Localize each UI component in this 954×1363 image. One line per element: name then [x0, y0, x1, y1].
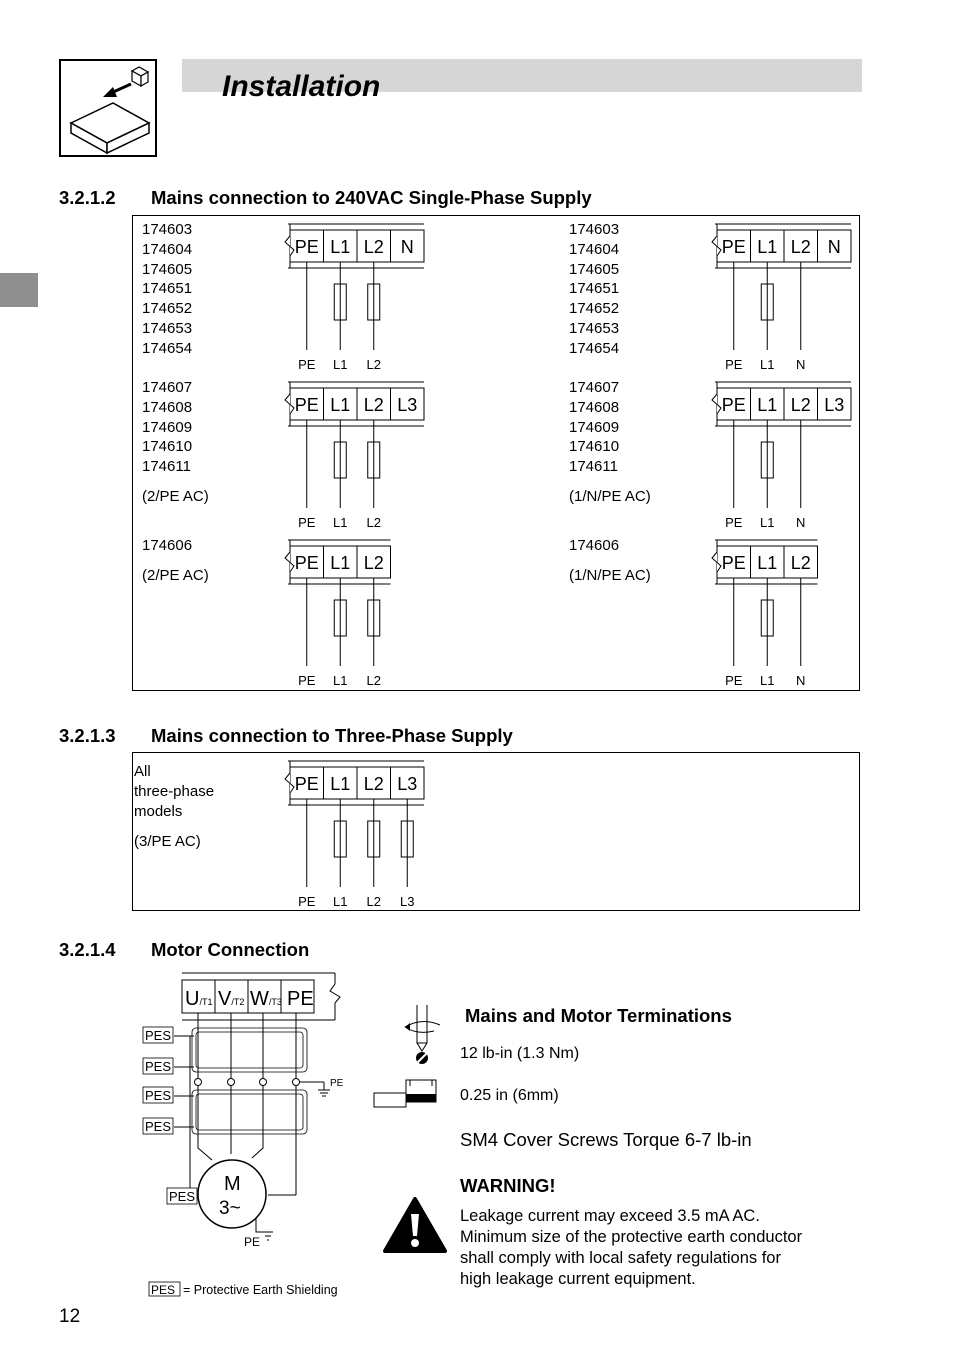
motor-symbol: [198, 1160, 266, 1228]
right-g1-terminal: L2: [790, 237, 811, 257]
connection-dots: [195, 1079, 300, 1086]
right-g3-terminal: PE: [721, 553, 746, 573]
svg-text:PES: PES: [151, 1283, 176, 1297]
pe-ground-label: PE: [330, 1078, 344, 1089]
left-g2-terminal: L3: [397, 395, 418, 415]
cover-screw-torque: SM4 Cover Screws Torque 6-7 lb-in: [460, 1129, 752, 1150]
left-g1-wire-label: PE: [298, 357, 316, 372]
shield-tubes: [192, 1028, 307, 1134]
left-g3-terminal: L1: [330, 553, 351, 573]
terminal-torque: 12 lb-in (1.3 Nm): [460, 1045, 580, 1062]
section-heading-single-phase: 3.2.1.2 Mains connection to 240VAC Single-Phase Supply: [59, 187, 592, 208]
model-list-left-3: 174606: [142, 537, 193, 554]
right-g3-wire-label: PE: [725, 673, 743, 688]
svg-text:M: M: [224, 1173, 241, 1195]
right-g3-terminal: L2: [790, 553, 811, 573]
right-g2-wire-label: PE: [725, 515, 743, 530]
model-list-right-3: 174606: [569, 537, 620, 554]
motor-connection-diagram: [130, 970, 370, 1300]
left-g3-wire-label: PE: [298, 673, 316, 688]
wire-strip-length: 0.25 in (6mm): [460, 1087, 559, 1104]
three-phase-supply: (3/PE AC): [134, 833, 201, 850]
model-list-left-2: 174607 174608 174609 174610 174611: [142, 379, 193, 476]
left-g2-terminal: L1: [330, 395, 351, 415]
supply-label-left-3: (2/PE AC): [142, 567, 209, 584]
screwdriver-icon: [405, 1005, 440, 1064]
left-g3-wire-label: L1: [333, 673, 348, 688]
svg-text:PES: PES: [145, 1059, 172, 1074]
three-phase-terminal: PE: [294, 774, 319, 794]
supply-label-right-2: (1/N/PE AC): [569, 488, 651, 505]
pes-legend: [149, 1282, 338, 1297]
left-g3-terminal: L2: [363, 553, 384, 573]
warning-text: Leakage current may exceed 3.5 mA AC. Minimum size of the protective earth conductor shall comply with local safety regulations for high leakage current equipment.: [460, 1207, 803, 1288]
termination-icons: [372, 1005, 442, 1115]
wire-strip-icon: [374, 1080, 436, 1107]
right-g2-wire-label: N: [796, 515, 806, 530]
warning-title: WARNING!: [460, 1175, 556, 1196]
model-list-right-2: 174607 174608 174609 174610 174611: [569, 379, 620, 476]
right-g2-terminal: PE: [721, 395, 746, 415]
right-g1-terminal: N: [827, 237, 841, 257]
section-heading-three-phase: 3.2.1.3 Mains connection to Three-Phase Supply: [59, 725, 513, 746]
right-g2-terminal: L1: [757, 395, 778, 415]
warning-icon: [382, 1196, 448, 1254]
right-g1-wire-label: L1: [760, 357, 775, 372]
left-g1-wire-label: L2: [366, 357, 381, 372]
three-phase-terminal: L1: [330, 774, 351, 794]
pes-labels: [143, 1027, 197, 1204]
right-g1-wire-label: N: [796, 357, 806, 372]
left-g1-terminal: N: [400, 237, 414, 257]
right-g2-terminal: L2: [790, 395, 811, 415]
left-g1-terminal: PE: [294, 237, 319, 257]
section-heading-motor: 3.2.1.4 Motor Connection: [59, 939, 310, 960]
terminal-w: W/T3: [250, 988, 282, 1010]
left-g1-terminal: L1: [330, 237, 351, 257]
three-phase-wire-label: L1: [333, 894, 348, 909]
right-g1-terminal: L1: [757, 237, 778, 257]
left-g2-wire-label: L1: [333, 515, 348, 530]
page-title: Installation: [222, 70, 381, 103]
svg-text:3~: 3~: [219, 1198, 241, 1219]
left-g2-wire-label: PE: [298, 515, 316, 530]
svg-text:= Protective Earth Shielding: = Protective Earth Shielding: [183, 1283, 338, 1297]
page-number: 12: [59, 1306, 81, 1327]
right-g2-wire-label: L1: [760, 515, 775, 530]
three-phase-wire-label: L2: [366, 894, 381, 909]
model-list-left-1: 174603 174604 174605 174651 174652 174653 174654: [142, 221, 193, 357]
left-g1-terminal: L2: [363, 237, 384, 257]
svg-text:PES: PES: [145, 1028, 172, 1043]
three-phase-wire-label: PE: [298, 894, 316, 909]
terminations-title: Mains and Motor Terminations: [465, 1005, 732, 1026]
supply-label-left-2: (2/PE AC): [142, 488, 209, 505]
motor-pe-label: PE: [244, 1235, 261, 1249]
right-g1-wire-label: PE: [725, 357, 743, 372]
svg-text:PES: PES: [169, 1189, 196, 1204]
supply-label-right-3: (1/N/PE AC): [569, 567, 651, 584]
left-g1-wire-label: L1: [333, 357, 348, 372]
left-g2-wire-label: L2: [366, 515, 381, 530]
left-g3-terminal: PE: [294, 553, 319, 573]
right-g3-wire-label: N: [796, 673, 806, 688]
svg-text:PES: PES: [145, 1119, 172, 1134]
left-g2-terminal: PE: [294, 395, 319, 415]
right-g3-terminal: L1: [757, 553, 778, 573]
left-g2-terminal: L2: [363, 395, 384, 415]
left-g3-wire-label: L2: [366, 673, 381, 688]
svg-text:PES: PES: [145, 1088, 172, 1103]
model-list-right-1: 174603 174604 174605 174651 174652 174653 174654: [569, 221, 620, 357]
motor-terminal-block: [182, 973, 340, 1020]
three-phase-wire-label: L3: [400, 894, 415, 909]
right-g3-wire-label: L1: [760, 673, 775, 688]
three-phase-terminal: L2: [363, 774, 384, 794]
terminal-u: U/T1: [185, 988, 213, 1010]
three-phase-models: All three-phase models: [134, 763, 215, 820]
three-phase-terminal: L3: [397, 774, 418, 794]
terminal-v: V/T2: [218, 988, 245, 1010]
right-g1-terminal: PE: [721, 237, 746, 257]
three-phase-panel: [132, 752, 860, 911]
terminal-pe: PE: [287, 988, 314, 1010]
right-g2-terminal: L3: [824, 395, 845, 415]
